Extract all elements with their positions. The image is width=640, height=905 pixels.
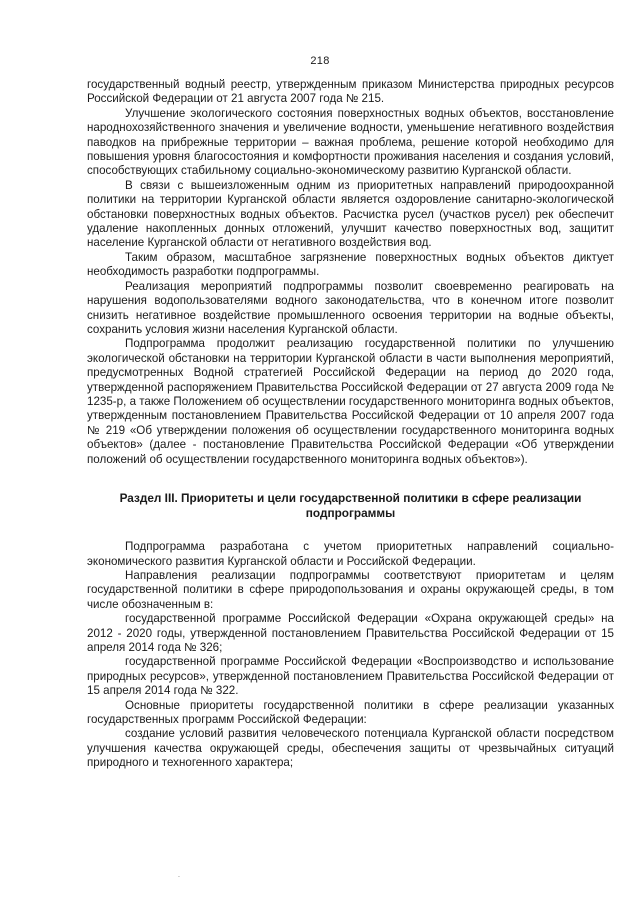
section-heading-line: подпрограммы — [305, 505, 396, 520]
paragraph: Подпрограмма разработана с учетом приоритетных направлений социально-экономического развития Курганской области и Российской Федерации. — [87, 540, 614, 568]
section-heading — [87, 491, 614, 520]
scan-mark: . — [178, 872, 180, 879]
paragraph: государственной программе Российской Федерации «Воспроизводство и использование природных ресурсов», утвержденной постановлением Правительства Российской Федерации от 15 апреля 2014 года № 322. — [87, 655, 614, 698]
paragraph: Улучшение экологического состояния поверхностных водных объектов, восстановление народнохозяйственного значения и увеличение водности, уменьшение негативного воздействия паводков на прибрежные территории – важная проблема, решение которой необходимо для повышения уровня благосостояния и комфортности проживания населения и создания условий, способствующих стабильному социально-экономическому развитию Курганской области. — [87, 106, 614, 178]
document-body — [87, 78, 614, 771]
paragraph: государственный водный реестр, утвержденным приказом Министерства природных ресурсов Российской Федерации от 21 августа 2007 года № 215. — [87, 78, 614, 106]
section-heading-line: Раздел III. Приоритеты и цели государственной политики в сфере реализации — [119, 490, 582, 505]
paragraph: В связи с вышеизложенным одним из приоритетных направлений природоохранной политики на территории Курганской области является оздоровление санитарно-экологической обстановки поверхностных водных объектов. Расчистка русел (участков русел) рек обеспечит удаление накопленных донных отложений, улучшит качество поверхностных вод, защитит население Курганской области от негативного воздействия вод. — [87, 178, 614, 250]
paragraph: государственной программе Российской Федерации «Охрана окружающей среды» на 2012 - 2020 годы, утвержденной постановлением Правительства Российской Федерации от 15 апреля 2014 года № 326; — [87, 612, 614, 654]
paragraph: Реализация мероприятий подпрограммы позволит своевременно реагировать на нарушения водопользователями водного законодательства, что в конечном итоге позволит снизить негативное воздействие промышленного освоения территории на водные объекты, сохранить условия жизни населения Курганской области. — [87, 279, 614, 336]
paragraph: создание условий развития человеческого потенциала Курганской области посредством улучшения качества окружающей среды, обеспечения защиты от чрезвычайных ситуаций природного и техногенного характера; — [87, 727, 614, 770]
paragraph: Направления реализации подпрограммы соответствуют приоритетам и целям государственной политики в сфере природопользования и охраны окружающей среды, в том числе обозначенным в: — [87, 568, 614, 611]
paragraph: Таким образом, масштабное загрязнение поверхностных водных объектов диктует необходимость разработки подпрограммы. — [87, 250, 614, 279]
page-number: 218 — [310, 55, 330, 67]
paragraph: Основные приоритеты государственной политики в сфере реализации указанных государственных программ Российской Федерации: — [87, 698, 614, 727]
paragraph: Подпрограмма продолжит реализацию государственной политики по улучшению экологической обстановки на территории Курганской области в части выполнения мероприятий, предусмотренных Водной стратегией Российской Федерации на период до 2020 года, утвержденной распоряжением Правительства Российской Федерации от 27 августа 2009 года № 1235-р, а также Положением об осуществлении государственного мониторинга водных объектов, утвержденным постановлением Правительства Российской Федерации от 10 апреля 2007 года № 219 «Об утверждении положения об осуществлении государственного мониторинга водных объектов» (далее - постановление Правительства Российской Федерации «Об утверждении положений об осуществлении государственного мониторинга водных объектов»). — [87, 337, 614, 466]
